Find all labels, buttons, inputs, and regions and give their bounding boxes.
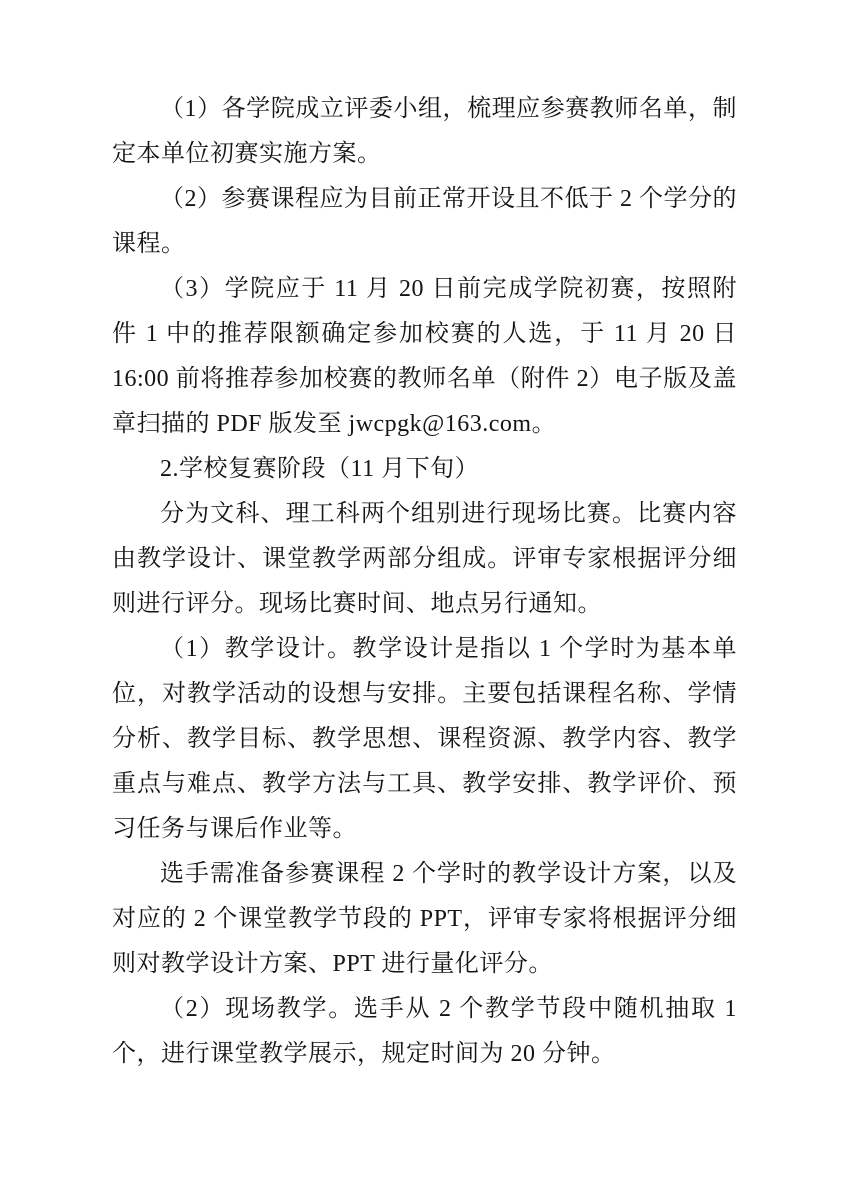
paragraph-teaching-design: （1）教学设计。教学设计是指以 1 个学时为基本单位，对教学活动的设想与安排。主要包括课程名称、学情分析、教学目标、教学思想、课程资源、教学内容、教学重点与难点、教学方法与工具、教学安排、教学评价、预习任务与课后作业等。 — [112, 636, 737, 842]
paragraph-preliminary-deadline: （3）学院应于 11 月 20 日前完成学院初赛，按照附件 1 中的推荐限额确定参加校赛的人选，于 11 月 20 日 16:00 前将推荐参加校赛的教师名单（附件 2）电子版及盖章扫描的 PDF 版发至 jwcpgk@163.com。 — [112, 276, 737, 437]
paragraph-semifinal-groups: 分为文科、理工科两个组别进行现场比赛。比赛内容由教学设计、课堂教学两部分组成。评审专家根据评分细则进行评分。现场比赛时间、地点另行通知。 — [112, 501, 737, 617]
paragraph-live-teaching: （2）现场教学。选手从 2 个教学节段中随机抽取 1 个，进行课堂教学展示，规定时间为 20 分钟。 — [112, 996, 737, 1067]
document-body — [112, 87, 737, 1077]
paragraph-course-credit-requirement: （2）参赛课程应为目前正常开设且不低于 2 个学分的课程。 — [112, 186, 737, 257]
paragraph-ppt-preparation: 选手需准备参赛课程 2 个学时的教学设计方案，以及对应的 2 个课堂教学节段的 PPT，评审专家将根据评分细则对教学设计方案、PPT 进行量化评分。 — [112, 861, 737, 977]
paragraph-college-jury: （1）各学院成立评委小组，梳理应参赛教师名单，制定本单位初赛实施方案。 — [112, 96, 737, 167]
heading-school-semifinal-stage: 2.学校复赛阶段（11 月下旬） — [160, 456, 480, 482]
